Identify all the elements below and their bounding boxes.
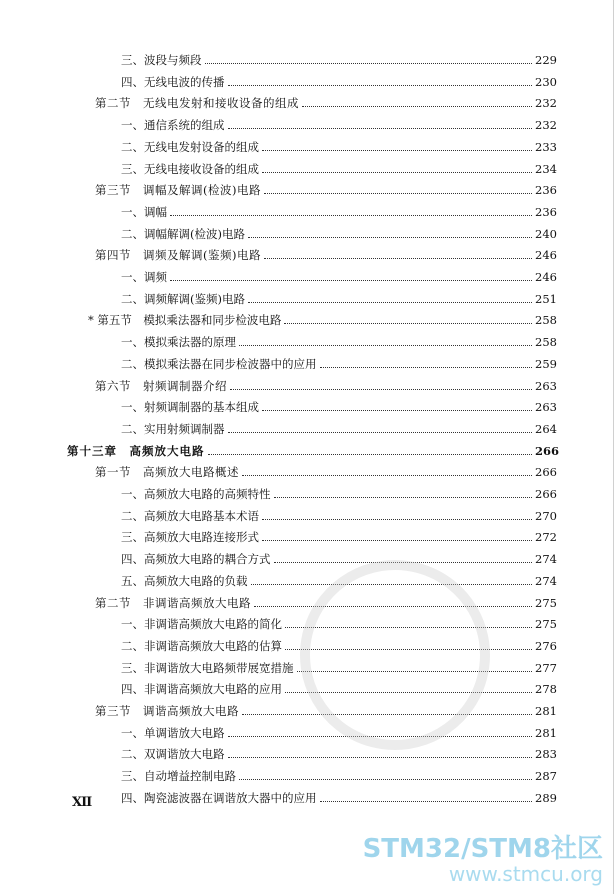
toc-entry-page: 281 <box>535 704 557 718</box>
toc-entry-title: * 第五节 模拟乘法器和同步检波电路 <box>88 313 282 328</box>
toc-entry-title: 四、高频放大电路的耦合方式 <box>121 552 271 567</box>
toc-entry-title: 第三节 调幅及解调(检波)电路 <box>95 183 261 198</box>
toc-entry-title: 四、陶瓷滤波器在调谐放大器中的应用 <box>121 790 317 805</box>
brand-url: www.stmcu.org <box>448 862 603 886</box>
toc-entry <box>121 284 557 306</box>
toc-entry-page: 258 <box>535 335 557 350</box>
toc-entry-page: 264 <box>535 421 557 436</box>
toc-entry-title: 三、非调谐放大电路频带展宽措施 <box>121 660 294 675</box>
toc-entry-title: 二、实用射频调制器 <box>121 421 225 436</box>
toc-entry <box>95 457 557 479</box>
toc-entry-page: 274 <box>535 573 557 588</box>
toc-entry <box>121 219 557 241</box>
toc-leader-dots <box>262 150 532 151</box>
toc-entry-page: 266 <box>535 465 557 480</box>
toc-entry <box>121 544 557 566</box>
toc-entry <box>121 110 557 132</box>
toc-entry <box>121 392 557 414</box>
toc-entry-title: 二、调幅解调(检波)电路 <box>121 226 245 241</box>
toc-entry-title: 二、模拟乘法器在同步检波器中的应用 <box>121 356 317 371</box>
toc-leader-dots <box>230 389 532 390</box>
toc-entry-page: 287 <box>535 769 557 784</box>
toc-leader-dots <box>262 519 532 520</box>
toc-entry-title: 第一节 高频放大电路概述 <box>95 465 239 480</box>
toc-leader-dots <box>170 215 532 216</box>
toc-entry <box>121 45 557 67</box>
toc-entry-page: 289 <box>535 790 557 805</box>
toc-entry-page: 266 <box>535 487 557 501</box>
toc-entry-title: 一、非调谐高频放大电路的简化 <box>121 617 282 632</box>
toc-entry <box>121 67 557 89</box>
toc-entry-title: 五、高频放大电路的负载 <box>121 573 248 588</box>
brand-name: STM32/STM8社区 <box>362 834 603 864</box>
toc-leader-dots <box>228 432 533 433</box>
toc-leader-dots <box>228 128 533 129</box>
toc-entry-title: 一、调频 <box>121 270 167 284</box>
toc-entry-page: 263 <box>535 378 557 393</box>
toc-entry-title: 一、通信系统的组成 <box>121 118 225 133</box>
toc-leader-dots <box>228 85 533 86</box>
toc-leader-dots <box>208 454 533 455</box>
toc-entry <box>121 349 557 371</box>
toc-entry-page: 277 <box>535 660 557 675</box>
toc-leader-dots <box>320 801 533 802</box>
toc-leader-dots <box>262 410 532 411</box>
toc-entry-title: 四、非调谐高频放大电路的应用 <box>121 682 282 697</box>
toc-entry-page: 281 <box>535 725 557 740</box>
page-folio: XII <box>72 795 92 810</box>
toc-entry-title: 三、无线电接收设备的组成 <box>121 161 259 176</box>
toc-entry <box>121 522 557 544</box>
toc-entry-title: 三、波段与频段 <box>121 53 202 67</box>
toc-entry <box>95 240 557 262</box>
toc-entry-title: 第三节 调谐高频放大电路 <box>95 704 239 718</box>
toc-entry-page: 234 <box>535 161 557 176</box>
toc-entry-page: 232 <box>535 96 557 111</box>
toc-entry-page: 251 <box>535 291 557 306</box>
toc-entry <box>121 327 557 349</box>
toc-entry-page: 240 <box>535 226 557 241</box>
toc-entry-page: 270 <box>535 508 557 523</box>
toc-entry-title: 第六节 射频调制器介绍 <box>95 378 227 393</box>
toc-leader-dots <box>302 106 532 107</box>
toc-entry-page: 229 <box>535 53 557 67</box>
toc-leader-dots <box>239 779 532 780</box>
toc-leader-dots <box>262 540 532 541</box>
toc-entry <box>121 479 557 501</box>
toc-entry <box>121 132 557 154</box>
toc-entry-page: 232 <box>535 118 557 133</box>
toc-entry <box>121 783 557 805</box>
toc-entry-page: 272 <box>535 530 557 545</box>
toc-entry <box>95 88 557 110</box>
toc-entry-page: 274 <box>535 552 557 567</box>
toc-entry-title: 二、调频解调(鉴频)电路 <box>121 291 245 306</box>
toc-entry-title: 第二节 无线电发射和接收设备的组成 <box>95 96 299 111</box>
toc-entry-page: 236 <box>535 183 557 198</box>
toc-entry <box>67 436 560 458</box>
toc-entry-title: 第四节 调频及解调(鉴频)电路 <box>95 248 261 263</box>
toc-leader-dots <box>248 302 532 303</box>
toc-entry-page: 266 <box>535 443 560 458</box>
site-brand <box>363 835 603 885</box>
toc-entry <box>88 305 557 327</box>
toc-entry-page: 259 <box>535 356 557 371</box>
toc-leader-dots <box>205 63 533 64</box>
toc-entry <box>121 739 557 761</box>
toc-leader-dots <box>284 323 532 324</box>
toc-entry-title: 第十三章 高频放大电路 <box>67 443 205 458</box>
toc-entry-page: 246 <box>535 248 557 263</box>
toc-entry-title: 二、非调谐高频放大电路的估算 <box>121 638 282 653</box>
toc-entry-page: 275 <box>535 595 557 610</box>
toc-leader-dots <box>239 345 532 346</box>
toc-entry-title: 三、高频放大电路连接形式 <box>121 530 259 545</box>
toc-entry-title: 第二节 非调谐高频放大电路 <box>95 595 251 610</box>
toc-leader-dots <box>170 280 532 281</box>
toc-entry-page: 263 <box>535 400 557 415</box>
toc-leader-dots <box>242 475 532 476</box>
toc-entry-title: 一、调幅 <box>121 204 167 219</box>
toc-entry <box>95 175 557 197</box>
toc-entry-title: 二、双调谐放大电路 <box>121 747 225 762</box>
toc-entry <box>121 501 557 523</box>
toc-entry-title: 一、模拟乘法器的原理 <box>121 335 236 350</box>
toc-entry-page: 276 <box>535 638 557 653</box>
toc-entry-page: 233 <box>535 139 557 154</box>
toc-entry <box>95 371 557 393</box>
toc-entry-title: 二、无线电发射设备的组成 <box>121 139 259 154</box>
toc-entry-title: 二、高频放大电路基本术语 <box>121 508 259 523</box>
toc-entry <box>121 414 557 436</box>
toc-entry <box>121 154 557 176</box>
toc-entry <box>121 262 557 284</box>
toc-entry-page: 258 <box>535 313 557 328</box>
toc-entry-page: 283 <box>535 747 557 762</box>
toc-entry <box>121 761 557 783</box>
toc-entry-page: 236 <box>535 204 557 219</box>
toc-entry-page: 230 <box>535 74 557 89</box>
toc-entry-title: 四、无线电波的传播 <box>121 74 225 89</box>
toc-entry-title: 一、射频调制器的基本组成 <box>121 400 259 415</box>
toc-entry-title: 三、自动增益控制电路 <box>121 769 236 784</box>
toc-leader-dots <box>264 258 532 259</box>
toc-entry-title: 一、高频放大电路的高频特性 <box>121 487 271 501</box>
toc-entry <box>121 197 557 219</box>
toc-leader-dots <box>228 757 533 758</box>
toc-entry-page: 275 <box>535 617 557 632</box>
toc-leader-dots <box>320 367 533 368</box>
toc-entry-title: 一、单调谐放大电路 <box>121 725 225 740</box>
toc-leader-dots <box>274 497 533 498</box>
toc-leader-dots <box>264 193 532 194</box>
toc-leader-dots <box>248 237 532 238</box>
toc-entry-page: 278 <box>535 682 557 697</box>
toc-entry-page: 246 <box>535 270 557 284</box>
toc-leader-dots <box>262 172 532 173</box>
